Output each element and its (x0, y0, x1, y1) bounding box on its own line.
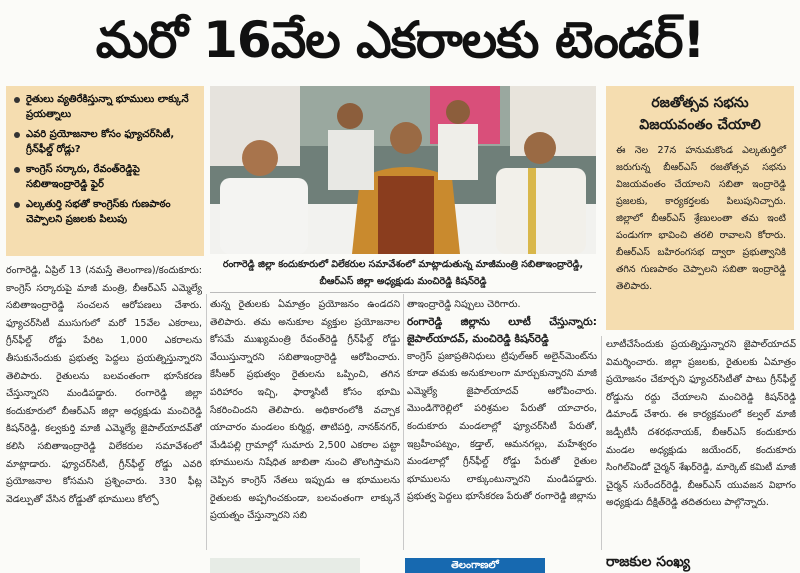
article-subheading: రంగారెడ్డి జిల్లాను లూటీ చేస్తున్నారు: జైపాల్‌యాదవ్, మంచిరెడ్డి కిషన్‌రెడ్డి (407, 315, 597, 345)
article-column-2: తున్న రైతులకు ఏమాత్రం ప్రయోజనం ఉండదని తెలిపారు. తమ అనుకూల వ్యక్తుల ప్రయోజనాల కోసమే ముఖ్యమంత్రి రేవంత్‌రెడ్డి గ్రీన్‌ఫీల్డ్ రోడ్డు వేయిస్తున్నారని సబితాఇంద్రారెడ్డి ఆరోపించారు. కేసీఆర్ ప్రభుత్వం రైతులను ఒప్పించి, తగిన పరిహారం ఇచ్చి, ఫార్మాసిటీ కోసం భూమి సేకరించిందని తెలిపారు. అధికారంలోకి వచ్చాక యాచారం మండలం కుర్మిద్ద, తాటిపర్తి, నానక్‌నగర్, మేడిపల్లి గ్రామాల్లో సుమారు 2,500 ఎకరాల పట్టా భూములను నిషేధిత జాబితా నుంచి తొలగిస్తామని చెప్పిన కాంగ్రెస్ నేతలు ఇప్పుడు ఆ భూములను రైతులకు అప్పగించకుండా, బలవంతంగా లాక్కునే ప్రయత్నం చేస్తున్నారని సబి (210, 299, 400, 522)
sidebar-title-line2: విజయవంతం చేయాలి (639, 117, 761, 133)
highlight-item: ఎవరి ప్రయోజనాల కోసం ఫ్యూచర్‌సిటీ, గ్రీన్‌ఫీల్డ్ రోడ్లు? (14, 127, 198, 157)
article-text: కాంగ్రెస్ ప్రజాప్రతినిధులు ట్రిపుల్‌ఆర్ అలైన్‌మెంట్‌ను కూడా తమకు అనుకూలంగా మార్చుకున్నారని మాజీ ఎమ్మెల్యే జైపాల్‌యాదవ్ ఆరోపించారు. మొండిగౌరెల్లిలో పరిశ్రమల పేరుతో యాచారం, కందుకూరు మండలాల్లో ఫ్యూచర్‌సిటీ పేరుతో, ఇబ్రహీంపట్నం, కడ్తాల్, ఆమనగల్లు, మహేశ్వరం మండలాల్లో గ్రీన్‌ఫీల్డ్ రోడ్డు పేరుతో రైతుల భూములను లాక్కుంటున్నారని మండిపడ్డారు. ప్రభుత్వ పెద్దలు భూసేకరణ పేరుతో రంగారెడ్డి జిల్లాను (407, 350, 597, 503)
column-divider (601, 336, 602, 550)
column-divider (403, 294, 404, 550)
news-photo (210, 86, 596, 254)
highlight-item: కాంగ్రెస్ సర్కారు, రేవంత్‌రెడ్డిపై సబితాఇంద్రారెడ్డి ఫైర్ (14, 162, 198, 192)
sidebar-story (606, 86, 794, 330)
highlight-item: ఎల్కతుర్తి సభతో కాంగ్రెస్‌కు గుణపాఠం చెప్పాలని ప్రజలకు పిలుపు (14, 197, 198, 227)
bullet-icon (14, 202, 20, 208)
article-column-1: రంగారెడ్డి, ఏప్రిల్ 13 (నమస్తే తెలంగాణ)/కందుకూరు: కాంగ్రెస్ సర్కారుపై మాజీ మంత్రి, బీఆర్‌ఎస్ ఎమ్మెల్యే సబితాఇంద్రారెడ్డి సంచలన ఆరోపణలు చేశారు. ఫ్యూచర్‌సిటీ ముసుగులో మరో 15వేల ఎకరాలు, గ్రీన్‌ఫీల్డ్ రోడ్డు పేరిట 1,000 ఎకరాలను తీసుకునేందుకు ప్రభుత్వ పెద్దలు ప్రయత్నిస్తున్నారని తెలిపారు. రైతులను బలవంతంగా భూసేకరణ చేస్తున్నారని మండిపడ్డారు. రంగారెడ్డి జిల్లా కందుకూరులో బీఆర్‌ఎస్ జిల్లా అధ్యక్షుడు మంచిరెడ్డి కిషన్‌రెడ్డి, కల్వకుర్తి మాజీ ఎమ్మెల్యే జైపాల్‌యాదవ్‌తో కలిసి సబితాఇంద్రారెడ్డి విలేకరుల సమావేశంలో మాట్లాడారు. ఫ్యూచర్‌సిటీ, గ్రీన్‌ఫీల్డ్ రోడ్డు ఎవరి ప్రయోజనాల కోసమని ప్రశ్నించారు. 330 ఫీట్ల వెడల్పుతో వేసిన రోడ్డుతో భూములు కోల్పో (6, 265, 202, 505)
column-divider (206, 294, 207, 550)
sidebar-body: ఈ నెల 27న హనుమకొండ ఎల్కతుర్తిలో జరుగున్న బీఆర్‌ఎస్ రజతోత్సవ సభను విజయవంతం చేయాలని సబితా ఇంద్రారెడ్డి ప్రజలకు, కార్యకర్తలకు పిలుపునిచ్చారు. జిల్లాలో బీఆర్‌ఎస్ శ్రేణులంతా తమ ఇంటి పండుగగా భావించి తరలి రావాలని కోరారు. బీఆర్‌ఎస్ బహిరంగసభ ద్వారా ప్రభుత్వానికి తగిన గుణపాఠం చెప్పాలని సబితా ఇంద్రారెడ్డి తెలిపారు. (616, 145, 786, 292)
sidebar-title-line1: రజతోత్సవ సభను (651, 95, 749, 111)
bullet-icon (14, 167, 20, 173)
article-column-4: లూటీచేసేందుకు ప్రయత్నిస్తున్నారని జైపాల్‌యాదవ్ విమర్శించారు. జిల్లా ప్రజలకు, రైతులకు ఏమాత్రం ప్రయోజనం చేకూర్చని ఫ్యూచర్‌సిటీతో పాటు గ్రీన్‌ఫీల్డ్ రోడ్డును రద్దు చేయాలని మంచిరెడ్డి కిషన్‌రెడ్డి డిమాండ్ చేశారు. ఈ కార్యక్రమంలో కల్వల్ మాజీ జడ్పీటీసీ దశరథనాయక్, బీఆర్‌ఎస్ కందుకూరు మండల అధ్యక్షుడు జయేందర్, కందుకూరు సింగిల్‌విండో చైర్మన్ శేఖర్‌రెడ్డి, మార్కెట్ కమిటీ మాజీ చైర్మన్ సురేందర్‌రెడ్డి, బీఆర్‌ఎస్ యువజన విభాగం అధ్యక్షుడు దీక్షిత్‌రెడ్డి తదితరులు పాల్గొన్నారు. (606, 339, 796, 509)
highlights-box (6, 86, 204, 256)
headline: మరో 16వేల ఎకరాలకు టెండర్! (95, 11, 705, 69)
article-text: తాఇంద్రారెడ్డి నిప్పులు చెరిగారు. (407, 299, 521, 310)
highlight-item: రైతులు వ్యతిరేకిస్తున్నా భూములు లాక్కునే ప్రయత్నాలు (14, 92, 198, 122)
bullet-icon (14, 97, 20, 103)
bullet-icon (14, 132, 20, 138)
photo-caption: రంగారెడ్డి జిల్లా కందుకూరులో విలేకరుల సమావేశంలో మాట్లాడుతున్న మాజీమంత్రి సబితాఇంద్రారెడ్డి, బీఆర్‌ఎస్ జిల్లా అధ్యక్షుడు మంచిరెడ్డి కిషన్‌రెడ్డి (210, 256, 596, 293)
teaser-image (210, 558, 360, 573)
article-column-3 (407, 296, 597, 552)
teaser-headline: రాజకుల సంఖ్య (606, 554, 691, 570)
teaser-label: తెలంగాణలో (405, 558, 545, 573)
